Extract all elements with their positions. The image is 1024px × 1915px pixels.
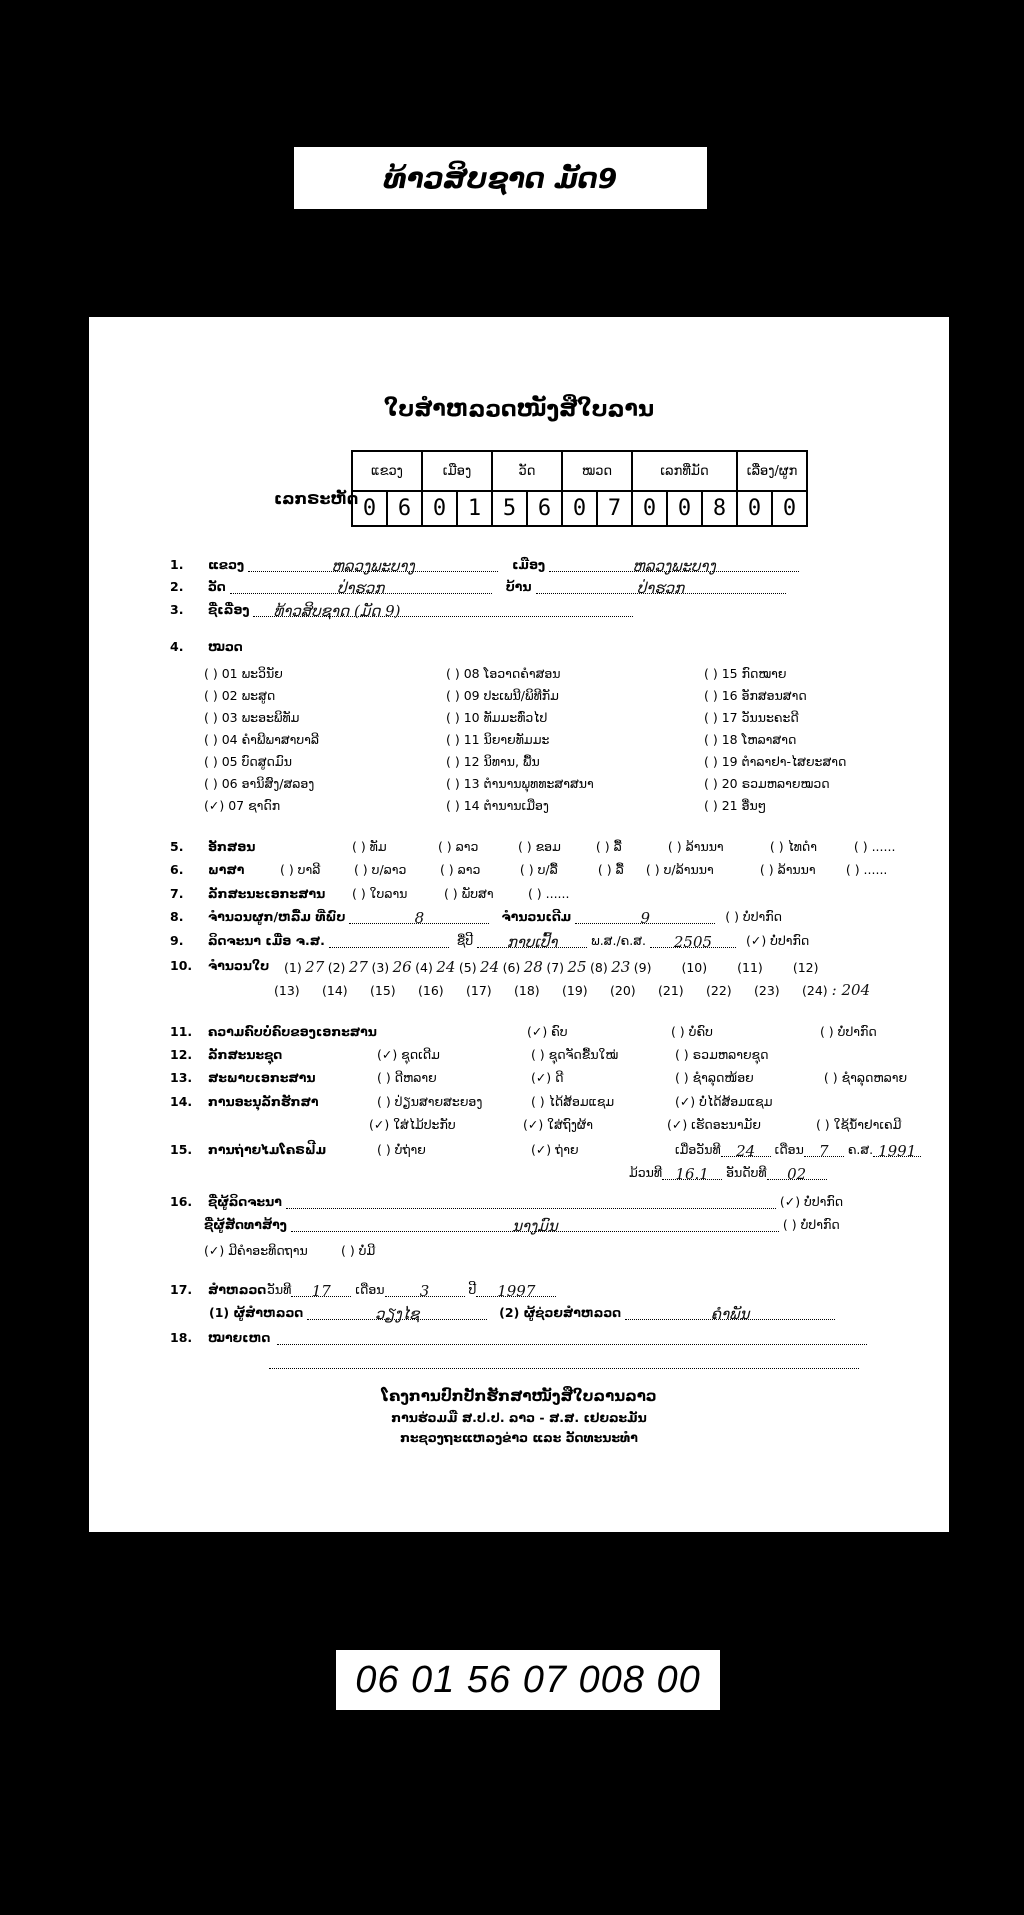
handwritten-value: 2505 — [673, 933, 713, 951]
handwritten-value: 24 — [480, 958, 500, 976]
bundle-index: (4) — [415, 960, 433, 975]
category-option: ( ) 20 ຣວມຫລາຍໝວດ — [704, 776, 830, 791]
bundle-index: (14) — [322, 983, 348, 998]
set-type-option: (✓) ຊຸດເດີມ — [376, 1047, 440, 1062]
bundle-index: (22) — [706, 983, 732, 998]
condition-option: (✓) ດີ — [530, 1070, 564, 1085]
field-label: ໝາຍເຫດ — [207, 1330, 271, 1345]
field-label: ຈຳນວນຜູກ/ຫລື້ມ ທີ່ພົບ — [207, 909, 346, 924]
field-label: ຈຳນວນໃບ — [207, 958, 270, 973]
field-label: ບ້ານ — [505, 579, 532, 594]
field-number: 17. — [170, 1282, 193, 1297]
category-option: ( ) 11 ນິຍາຍທັມມະ — [446, 732, 550, 747]
conservation-option: (✓) ໃສ່ໄມ້ປະກັບ — [369, 1117, 456, 1132]
handwritten-value: ວຽງໄຊ — [375, 1305, 420, 1323]
doctype-option: ( ) ພັບສາ — [443, 886, 494, 901]
conservation-option: ( ) ໃຊ້ນ້ຳຢາເຄມີ — [815, 1117, 902, 1132]
not-found-option: (✓) ບໍ່ປາກົດ — [745, 933, 810, 948]
field-number: 16. — [170, 1194, 193, 1209]
field-label: ຄວາມຄົບບໍ່ຄົບຂອງເອກະສານ — [207, 1024, 377, 1039]
field-label: (1) ຜູ້ສຳຫລວດ — [209, 1305, 304, 1320]
handwritten-value: 27 — [305, 958, 325, 976]
field-number: 13. — [170, 1070, 193, 1085]
field-number: 10. — [170, 958, 193, 973]
category-column-1 — [204, 663, 319, 817]
handwritten-value: 8 — [414, 909, 425, 927]
field-remarks — [170, 1330, 867, 1345]
field-number: 5. — [170, 839, 184, 854]
conservation-option: ( ) ໄດ້ສ້ອມແຊມ — [530, 1094, 615, 1109]
field-label: ປີ — [468, 1282, 477, 1297]
field-label: ພ.ສ./ຄ.ສ. — [591, 933, 646, 948]
language-option: ( ) ບ/ລາວ — [353, 862, 407, 877]
bundle-index: (8) — [590, 960, 608, 975]
bundle-index: (15) — [370, 983, 396, 998]
completeness-option: (✓) ຄົບ — [526, 1024, 568, 1039]
not-found-option: ( ) ບໍ່ປາກົດ — [725, 909, 783, 924]
field-number: 15. — [170, 1142, 193, 1157]
dedication-option: ( ) ບໍ່ມີ — [340, 1243, 376, 1258]
category-option: ( ) 12 ນິທານ, ພື້ນ — [446, 754, 540, 769]
field-number: 1. — [170, 557, 184, 572]
field-script — [170, 839, 895, 854]
script-option: ( ) ...... — [853, 839, 896, 854]
field-label: ວັດ — [207, 579, 226, 594]
field-province — [170, 557, 799, 575]
category-option: ( ) 05 ບົດສູດມົນ — [204, 754, 292, 769]
handwritten-value: ຫລວງພະບາງ — [331, 557, 415, 575]
reg-header: ໝວດ — [562, 451, 632, 491]
script-option: ( ) ຂອມ — [517, 839, 561, 854]
reg-header: ເລກທີ່ມັດ — [632, 451, 737, 491]
category-option: ( ) 18 ໂຫລາສາດ — [704, 732, 797, 747]
field-number: 8. — [170, 909, 184, 924]
microfilm-roll — [629, 1165, 827, 1183]
field-label: ລັກສະນະເອກະສານ — [207, 886, 326, 901]
category-option: ( ) 10 ທັມມະທົ່ວໄປ — [446, 710, 548, 725]
field-survey-date — [170, 1282, 556, 1300]
field-completeness — [170, 1024, 877, 1039]
reg-digit: 1 — [457, 491, 492, 526]
completeness-option: ( ) ບໍ່ປາກົດ — [819, 1024, 877, 1039]
completeness-option: ( ) ບໍ່ຄົບ — [670, 1024, 713, 1039]
field-sponsor — [204, 1217, 840, 1235]
not-found-option: (✓) ບໍ່ປາກົດ — [779, 1194, 844, 1209]
not-found-option: ( ) ບໍ່ປາກົດ — [782, 1217, 840, 1232]
field-number: 11. — [170, 1024, 193, 1039]
reg-digit: 0 — [737, 491, 772, 526]
bundle-index: (13) — [274, 983, 300, 998]
handwritten-value: ປ່າຮວກ — [636, 579, 685, 597]
bundle-index: (21) — [658, 983, 684, 998]
handwritten-total: : 204 — [831, 981, 871, 999]
handwritten-value: 23 — [611, 958, 631, 976]
category-option: ( ) 19 ຕຳລາຢາ-ໄສຍະສາດ — [704, 754, 847, 769]
category-option: ( ) 15 ກົດໝາຍ — [704, 666, 787, 681]
doctype-option: ( ) ...... — [527, 886, 570, 901]
bundle-index: (23) — [754, 983, 780, 998]
footer-project: ໂຄງການປົກປັກຮັກສາໜັງສືໃບລານລາວ — [381, 1387, 657, 1405]
field-document-type — [170, 886, 569, 901]
registration-code-label: ເລກຣະຫັດ — [274, 489, 359, 508]
handwritten-value: 24 — [436, 958, 456, 976]
field-label: ອັນດັບທີ — [726, 1165, 767, 1180]
field-number: 12. — [170, 1047, 193, 1062]
handwritten-value: 17 — [311, 1282, 331, 1300]
field-label: ຊື່ຜູ້ສັດທາສ້າງ — [204, 1217, 287, 1232]
field-label: ມ້ວນທີ — [629, 1165, 663, 1180]
field-number: 9. — [170, 933, 184, 948]
bundle-index: (17) — [466, 983, 492, 998]
conservation-option: (✓) ໃສ່ຖົງຜ້າ — [522, 1117, 593, 1132]
script-option: ( ) ໄທດຳ — [769, 839, 818, 854]
handwritten-value: ປ່າຮວກ — [337, 579, 385, 597]
handwritten-value: ທ້າວສິບຊາດ (ມັດ 9) — [273, 602, 401, 620]
field-label: ສຳຫລວດ — [207, 1282, 267, 1297]
set-type-option: ( ) ຊຸດຈັດຂື້ນໃໝ່ — [530, 1047, 619, 1062]
bundle-index: (19) — [562, 983, 588, 998]
field-label: ແຂວງ — [207, 557, 245, 572]
bundle-index: (20) — [610, 983, 636, 998]
condition-option: ( ) ຊຳລຸດໜ້ອຍ — [674, 1070, 754, 1085]
field-label: (2) ຜູ້ຊ່ວຍສຳຫລວດ — [499, 1305, 622, 1320]
category-option: ( ) 14 ຕຳນານເມືອງ — [446, 798, 549, 813]
handwritten-value: ນາງມົນ — [512, 1217, 558, 1235]
conservation-row-2 — [369, 1117, 901, 1132]
reg-digit: 0 — [667, 491, 702, 526]
field-condition — [170, 1070, 907, 1085]
field-label: ເດືອນ — [774, 1142, 804, 1157]
handwritten-value: 3 — [419, 1282, 430, 1300]
field-title — [170, 602, 633, 620]
category-option: ( ) 06 ອານິສົງ/ສລອງ — [204, 776, 315, 791]
reg-digit: 0 — [352, 491, 387, 526]
surveyor-row — [209, 1305, 835, 1323]
footer-ministry: ກະຊວງຖະແຫລງຂ່າວ ແລະ ວັດທະນະທຳ — [400, 1430, 638, 1445]
reg-header: ເມືອງ — [422, 451, 492, 491]
doctype-option: ( ) ໃບລານ — [351, 886, 408, 901]
handwritten-value: 24 — [736, 1142, 756, 1160]
field-label: ອັກສອນ — [207, 839, 256, 854]
field-label: ຈຳນວນເດີມ — [501, 909, 572, 924]
field-label: ຄ.ສ. — [847, 1142, 874, 1157]
dedication-row — [204, 1243, 375, 1258]
field-number: 3. — [170, 602, 184, 617]
script-option: ( ) ລື້ — [595, 839, 622, 854]
leaf-count-row-2 — [274, 981, 870, 999]
field-label: ເດືອນ — [355, 1282, 385, 1297]
handwritten-value: 16.1 — [675, 1165, 709, 1183]
conservation-option: ( ) ປ່ຽນສາຍສະຍອງ — [376, 1094, 483, 1109]
script-option: ( ) ທັມ — [351, 839, 387, 854]
reg-digit: 0 — [562, 491, 597, 526]
dedication-option: (✓) ມີຄຳອະທິດຖານ — [204, 1243, 308, 1258]
field-category — [170, 639, 243, 654]
condition-option: ( ) ຊຳລຸດຫລາຍ — [823, 1070, 908, 1085]
language-option: ( ) ບ/ລ້ານນາ — [645, 862, 714, 877]
field-label: ສະພາບເອກະສານ — [207, 1070, 316, 1085]
reg-digit: 5 — [492, 491, 527, 526]
field-set-type — [170, 1047, 768, 1062]
category-option: ( ) 17 ວັນນະຄະດີ — [704, 710, 799, 725]
handwritten-value: 28 — [523, 958, 543, 976]
handwritten-value: 1997 — [497, 1282, 536, 1300]
script-option: ( ) ລ້ານນາ — [667, 839, 724, 854]
bundle-index: (10) — [681, 960, 708, 975]
reg-header: ວັດ — [492, 451, 562, 491]
field-scribe — [170, 1194, 843, 1209]
category-option: ( ) 16 ອັກສອນສາດ — [704, 688, 807, 703]
field-temple — [170, 579, 786, 597]
handwritten-value: 02 — [787, 1165, 807, 1183]
field-label: ຊື່ປີ — [456, 933, 474, 948]
leaf-count-row-1 — [284, 958, 818, 976]
field-label: ການອະນຸລັກຮັກສາ — [207, 1094, 319, 1109]
handwritten-value: 27 — [348, 958, 368, 976]
field-number: 2. — [170, 579, 184, 594]
category-column-3 — [704, 663, 846, 817]
conservation-option: (✓) ເຮັດອະນາມັຍ — [666, 1117, 761, 1132]
bundle-index: (5) — [458, 960, 477, 975]
bundle-index: (6) — [502, 960, 521, 975]
conservation-option: (✓) ບໍ່ໄດ້ສ້ອມແຊມ — [674, 1094, 773, 1109]
field-number: 7. — [170, 886, 184, 901]
field-label: ເມື່ອວັນທີ — [674, 1142, 721, 1157]
field-written-date — [170, 933, 810, 951]
registration-code-table — [351, 450, 808, 527]
bundle-index: (18) — [514, 983, 540, 998]
bundle-index: (2) — [327, 960, 346, 975]
script-option: ( ) ລາວ — [437, 839, 479, 854]
category-option: ( ) 21 ອື່ນໆ — [704, 798, 767, 813]
reg-digit: 6 — [527, 491, 562, 526]
bundle-index: (3) — [371, 960, 390, 975]
handwritten-value: ກາບເປົ້າ — [506, 933, 558, 951]
reg-digit: 0 — [632, 491, 667, 526]
field-number: 14. — [170, 1094, 193, 1109]
reg-digit: 8 — [702, 491, 737, 526]
language-option: ( ) ບາລີ — [279, 862, 321, 877]
form-title: ໃບສຳຫລວດໜັງສືໃບລານ — [383, 397, 655, 422]
category-column-2 — [446, 663, 594, 817]
field-number: 4. — [170, 639, 184, 654]
reg-digit: 6 — [387, 491, 422, 526]
field-language — [170, 862, 887, 877]
reg-header: ແຂວງ — [352, 451, 422, 491]
top-title-label: ທ້າວສິບຊາດ ມັດ9 — [294, 147, 707, 209]
microfilm-option: ( ) ບໍ່ຖ່າຍ — [376, 1142, 426, 1157]
field-bundle-count — [170, 909, 783, 927]
category-option: ( ) 01 ພະວິນັຍ — [204, 666, 283, 681]
handwritten-value: 25 — [567, 958, 587, 976]
category-option: ( ) 02 ພະສູດ — [204, 688, 276, 703]
bundle-index: (1) — [284, 960, 302, 975]
bottom-code-label: 06 01 56 07 008 00 — [336, 1650, 720, 1710]
bundle-index: (24) — [802, 983, 828, 998]
field-conservation — [170, 1094, 772, 1109]
handwritten-value: 1991 — [878, 1142, 917, 1160]
field-label: ຊື່ເລື່ອງ — [207, 602, 250, 617]
reg-digit: 0 — [422, 491, 457, 526]
field-label: ຊື່ຜູ້ລິດຈະນາ — [207, 1194, 282, 1209]
reg-header: ເລື່ອງ/ຜູກ — [737, 451, 807, 491]
category-option: ( ) 13 ຕຳນານພຸທທະສາສນາ — [446, 776, 594, 791]
microfilm-option: (✓) ຖ່າຍ — [530, 1142, 579, 1157]
language-option: ( ) ...... — [845, 862, 888, 877]
bundle-index: (9) — [633, 960, 652, 975]
reg-digit: 7 — [597, 491, 632, 526]
bundle-index: (7) — [546, 960, 565, 975]
language-option: ( ) ລື້ — [597, 862, 624, 877]
field-microfilm — [170, 1142, 921, 1160]
handwritten-value: 26 — [392, 958, 412, 976]
field-label: ໝວດ — [207, 639, 243, 654]
survey-form-sheet — [89, 317, 949, 1532]
category-option: ( ) 09 ປະເພນີ/ພິທີກັມ — [446, 688, 559, 703]
bundle-index: (12) — [792, 960, 819, 975]
reg-digit: 0 — [772, 491, 807, 526]
field-number: 18. — [170, 1330, 193, 1345]
language-option: ( ) ບ/ລື້ — [519, 862, 558, 877]
handwritten-value: ຄຳພັນ — [710, 1305, 750, 1323]
condition-option: ( ) ດີຫລາຍ — [376, 1070, 437, 1085]
category-option: (✓) 07 ຊາດົກ — [204, 798, 281, 813]
field-label: ລັກສະນະຊຸດ — [207, 1047, 283, 1062]
field-label: ການຖ່າຍໄມໂຄຣຟີມ — [207, 1142, 327, 1157]
bundle-index: (16) — [418, 983, 444, 998]
set-type-option: ( ) ຣວມຫລາຍຊຸດ — [674, 1047, 769, 1062]
field-label: ເມືອງ — [512, 557, 546, 572]
field-leaf-count — [170, 958, 288, 973]
category-option: ( ) 08 ໂອວາດຄຳສອນ — [446, 666, 561, 681]
handwritten-value: ຫລວງພະບາງ — [632, 557, 716, 575]
language-option: ( ) ລ້ານນາ — [759, 862, 816, 877]
handwritten-value: 7 — [819, 1142, 829, 1160]
category-option: ( ) 04 ຄຳພີພາສາບາລີ — [204, 732, 320, 747]
field-label: ລິດຈະນາ ເມື່ອ ຈ.ສ. — [207, 933, 325, 948]
field-number: 6. — [170, 862, 184, 877]
footer-cooperation: ການຮ່ວມມື ສ.ປ.ປ. ລາວ - ສ.ສ. ເຢຍລະມັນ — [391, 1410, 647, 1425]
handwritten-value: 9 — [640, 909, 650, 927]
language-option: ( ) ລາວ — [439, 862, 481, 877]
bundle-index: (11) — [737, 960, 763, 975]
category-option: ( ) 03 ພະອະພິທັມ — [204, 710, 300, 725]
field-label: ພາສາ — [207, 862, 245, 877]
remarks-line — [269, 1354, 859, 1369]
field-label: ວັນທີ — [266, 1282, 292, 1297]
